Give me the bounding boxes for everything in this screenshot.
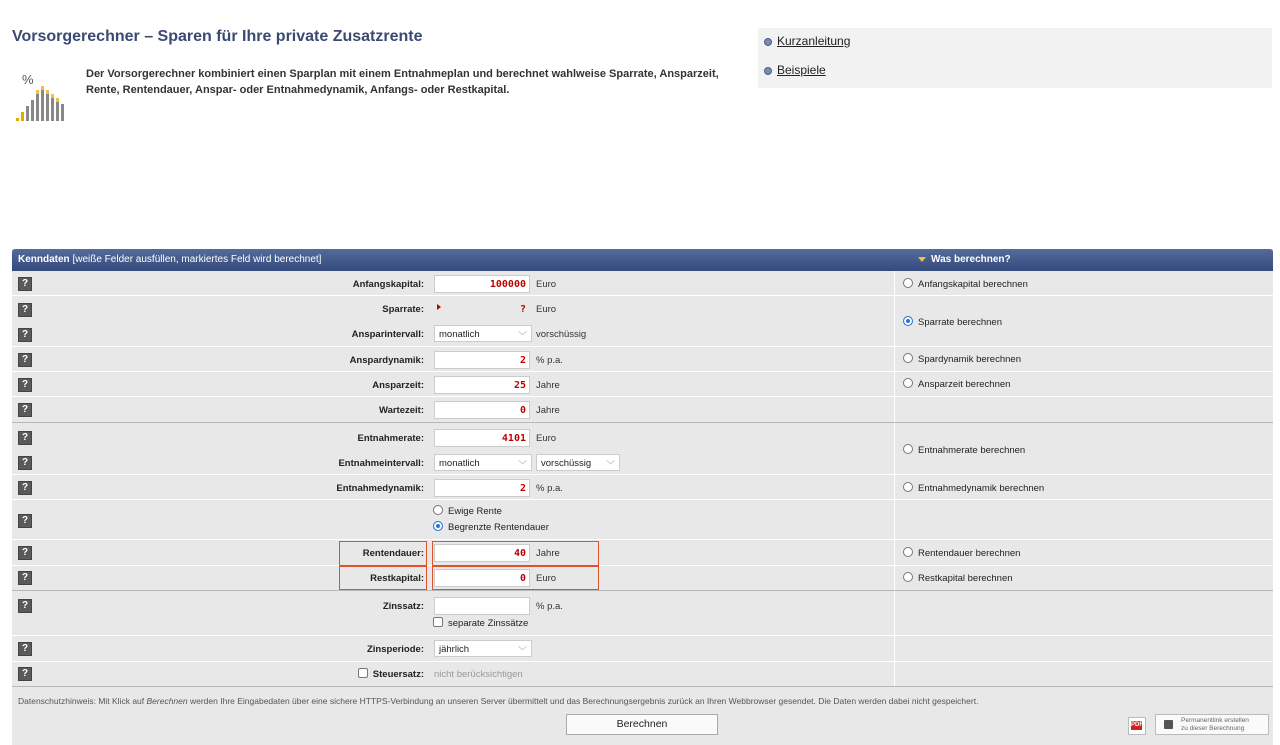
checkbox-icon[interactable] xyxy=(358,668,368,678)
restkapital-input[interactable]: 0 xyxy=(434,569,530,587)
permalink-line1: Permanentlink erstellen xyxy=(1181,717,1249,724)
option-spardynamik[interactable] xyxy=(903,354,1021,365)
radio-selected-icon[interactable] xyxy=(903,316,913,326)
entnahmedynamik-label: Entnahmedynamik: xyxy=(336,483,424,494)
berechnen-button[interactable]: Berechnen xyxy=(566,714,718,735)
permalink-button[interactable] xyxy=(1155,714,1269,735)
zinsperiode-label: Zinsperiode: xyxy=(366,644,424,655)
rentendauer-unit: Jahre xyxy=(536,548,560,559)
option-rentendauer[interactable] xyxy=(903,548,1020,559)
permalink-label xyxy=(1181,717,1249,733)
option-restkapital[interactable] xyxy=(903,573,1013,584)
pdf-icon[interactable] xyxy=(1128,717,1146,735)
chevron-down-icon: ﹀ xyxy=(517,460,527,470)
zinssatz-input[interactable] xyxy=(434,597,530,615)
highlight-box xyxy=(432,566,599,590)
help-button[interactable]: ? xyxy=(18,571,32,585)
ansparintervall-select[interactable] xyxy=(434,325,532,342)
radio-icon[interactable] xyxy=(903,482,913,492)
privacy-notice-em: Berechnen xyxy=(146,696,188,706)
row-divider xyxy=(12,396,1273,397)
link-kurzanleitung[interactable] xyxy=(764,34,850,48)
rentendauer-label: Rentendauer: xyxy=(362,548,424,559)
link-beispiele[interactable] xyxy=(764,63,826,77)
bullet-icon xyxy=(764,38,772,46)
help-button[interactable]: ? xyxy=(18,431,32,445)
checkbox-icon[interactable] xyxy=(433,617,443,627)
option-sparrate-label: Sparrate berechnen xyxy=(918,317,1002,328)
header-note: [weiße Felder ausfüllen, markiertes Feld wird berechnet] xyxy=(72,254,322,265)
restkapital-unit: Euro xyxy=(536,573,557,584)
privacy-notice xyxy=(18,696,978,706)
zinssatz-label: Zinssatz: xyxy=(382,601,424,612)
option-restkapital-label: Restkapital berechnen xyxy=(918,573,1013,584)
marker-arrow-icon xyxy=(437,304,441,310)
entnahmerate-unit: Euro xyxy=(536,433,557,444)
highlight-box xyxy=(339,566,427,590)
sparrate-input[interactable] xyxy=(434,300,530,318)
ewige-rente-label: Ewige Rente xyxy=(448,506,502,517)
option-sparrate[interactable] xyxy=(903,317,1002,328)
ansparzeit-label: Ansparzeit: xyxy=(372,380,424,391)
separate-zinssaetze-label: separate Zinssätze xyxy=(448,618,529,629)
rentendauer-input[interactable]: 40 xyxy=(434,544,530,562)
radio-icon[interactable] xyxy=(903,547,913,557)
link-beispiele-label[interactable]: Beispiele xyxy=(777,63,826,77)
steuersatz-value: nicht berücksichtigen xyxy=(434,669,523,680)
calculator-panel xyxy=(12,249,1273,745)
bullet-icon xyxy=(764,67,772,75)
privacy-notice-pre: Datenschutzhinweis: Mit Klick auf xyxy=(18,696,147,706)
entnahmeintervall-value: monatlich xyxy=(439,458,480,469)
radio-icon[interactable] xyxy=(903,572,913,582)
calculator-logo-icon xyxy=(14,70,70,126)
help-button[interactable]: ? xyxy=(18,277,32,291)
ansparintervall-label: Ansparintervall: xyxy=(351,329,424,340)
help-button[interactable]: ? xyxy=(18,303,32,317)
ewige-rente-option[interactable] xyxy=(433,506,502,517)
option-anfangskapital-label: Anfangskapital berechnen xyxy=(918,279,1028,290)
help-button[interactable]: ? xyxy=(18,481,32,495)
sparrate-value: ? xyxy=(519,304,526,315)
entnahmedynamik-input[interactable]: 2 xyxy=(434,479,530,497)
radio-icon[interactable] xyxy=(903,278,913,288)
entnahme-timing-select[interactable] xyxy=(536,454,620,471)
help-button[interactable]: ? xyxy=(18,599,32,613)
row-divider xyxy=(12,346,1273,347)
entnahme-timing-value: vorschüssig xyxy=(541,458,592,469)
radio-selected-icon[interactable] xyxy=(433,521,443,531)
wartezeit-input[interactable]: 0 xyxy=(434,401,530,419)
ansparzeit-input[interactable]: 25 xyxy=(434,376,530,394)
option-entnahmerate[interactable] xyxy=(903,445,1025,456)
radio-icon[interactable] xyxy=(903,444,913,454)
section-divider xyxy=(12,422,1273,423)
option-entnahmerate-label: Entnahmerate berechnen xyxy=(918,445,1026,456)
triangle-down-icon xyxy=(918,257,926,262)
entnahmerate-input[interactable]: 4101 xyxy=(434,429,530,447)
section-divider xyxy=(12,686,1273,687)
begrenzte-rentendauer-option[interactable] xyxy=(433,522,549,533)
header-right xyxy=(918,254,1011,265)
entnahmeintervall-label: Entnahmeintervall: xyxy=(338,458,424,469)
link-kurzanleitung-label[interactable]: Kurzanleitung xyxy=(777,34,851,48)
option-spardynamik-label: Spardynamik berechnen xyxy=(918,354,1021,365)
restkapital-label: Restkapital: xyxy=(370,573,424,584)
steuersatz-label[interactable] xyxy=(358,669,424,680)
header-title: Kenndaten xyxy=(18,254,70,265)
row-divider xyxy=(12,371,1273,372)
help-button[interactable]: ? xyxy=(18,378,32,392)
panel-header xyxy=(12,249,1273,271)
section-divider xyxy=(12,590,1273,591)
pdf-icon-label: PDF xyxy=(1131,722,1143,728)
highlight-box xyxy=(339,541,427,566)
help-button[interactable]: ? xyxy=(18,667,32,681)
ansparintervall-timing: vorschüssig xyxy=(536,329,587,340)
row-divider xyxy=(12,474,1273,475)
anspardynamik-input[interactable]: 2 xyxy=(434,351,530,369)
option-rentendauer-label: Rentendauer berechnen xyxy=(918,548,1021,559)
help-button[interactable]: ? xyxy=(18,642,32,656)
option-entnahmedynamik-label: Entnahmedynamik berechnen xyxy=(918,483,1045,494)
ansparzeit-unit: Jahre xyxy=(536,380,560,391)
help-links-box xyxy=(758,28,1272,88)
anfangskapital-label: Anfangskapital: xyxy=(352,279,424,290)
highlight-box xyxy=(432,541,599,566)
privacy-notice-post: werden Ihre Eingabedaten über eine sichere HTTPS-Verbindung an unseren Server übermittelt und das Berechnungsergebnis zurück an Ihren Webbrowser gesendet. Die Daten werden dabei nicht gespeichert. xyxy=(187,696,979,706)
intro-text: Der Vorsorgerechner kombiniert einen Sparplan mit einem Entnahmeplan und berechnet wahlweise Sparrate, Ansparzeit, Rente, Rentendauer, Anspar- oder Entnahmedynamik, Anfangs- oder Restkapital. xyxy=(86,68,719,96)
permalink-line2: zu dieser Berechnung xyxy=(1181,725,1245,732)
entnahmedynamik-unit: % p.a. xyxy=(536,483,563,494)
anfangskapital-input[interactable]: 100000 xyxy=(434,275,530,293)
row-divider xyxy=(12,295,1273,296)
sparrate-unit: Euro xyxy=(536,304,557,315)
radio-icon[interactable] xyxy=(903,378,913,388)
option-anfangskapital[interactable] xyxy=(903,279,1028,290)
begrenzte-rentendauer-label: Begrenzte Rentendauer xyxy=(448,522,549,533)
help-button[interactable]: ? xyxy=(18,514,32,528)
separate-zinssaetze-checkbox[interactable] xyxy=(433,618,528,629)
option-ansparzeit[interactable] xyxy=(903,379,1010,390)
row-divider xyxy=(12,635,1273,636)
help-button[interactable]: ? xyxy=(18,353,32,367)
svg-text:%: % xyxy=(22,72,34,87)
steuersatz-label-text: Steuersatz: xyxy=(372,669,424,680)
page-title: Vorsorgerechner – Sparen für Ihre private Zusatzrente xyxy=(12,28,423,45)
save-icon xyxy=(1164,720,1173,729)
zinsperiode-select[interactable] xyxy=(434,640,532,657)
wartezeit-unit: Jahre xyxy=(536,405,560,416)
anspardynamik-label: Anspardynamik: xyxy=(349,355,424,366)
radio-icon[interactable] xyxy=(903,353,913,363)
sparrate-label: Sparrate: xyxy=(382,304,424,315)
entnahmeintervall-select[interactable] xyxy=(434,454,532,471)
zinsperiode-value: jährlich xyxy=(439,644,470,655)
chevron-down-icon: ﹀ xyxy=(517,646,527,656)
chevron-down-icon: ﹀ xyxy=(605,460,615,470)
row-divider xyxy=(12,499,1273,500)
anspardynamik-unit: % p.a. xyxy=(536,355,563,366)
option-entnahmedynamik[interactable] xyxy=(903,483,1044,494)
option-ansparzeit-label: Ansparzeit berechnen xyxy=(918,379,1011,390)
help-button[interactable]: ? xyxy=(18,328,32,342)
row-divider xyxy=(12,661,1273,662)
header-left xyxy=(18,254,321,265)
zinssatz-unit: % p.a. xyxy=(536,601,563,612)
header-right-label: Was berechnen? xyxy=(931,254,1011,265)
row-divider xyxy=(12,539,1273,540)
wartezeit-label: Wartezeit: xyxy=(378,405,424,416)
entnahmerate-label: Entnahmerate: xyxy=(357,433,424,444)
ansparintervall-value: monatlich xyxy=(439,329,480,340)
radio-icon[interactable] xyxy=(433,505,443,515)
row-divider xyxy=(12,565,1273,566)
help-button[interactable]: ? xyxy=(18,456,32,470)
column-divider xyxy=(894,271,895,687)
chevron-down-icon: ﹀ xyxy=(517,331,527,341)
help-button[interactable]: ? xyxy=(18,546,32,560)
help-button[interactable]: ? xyxy=(18,403,32,417)
anfangskapital-unit: Euro xyxy=(536,279,557,290)
